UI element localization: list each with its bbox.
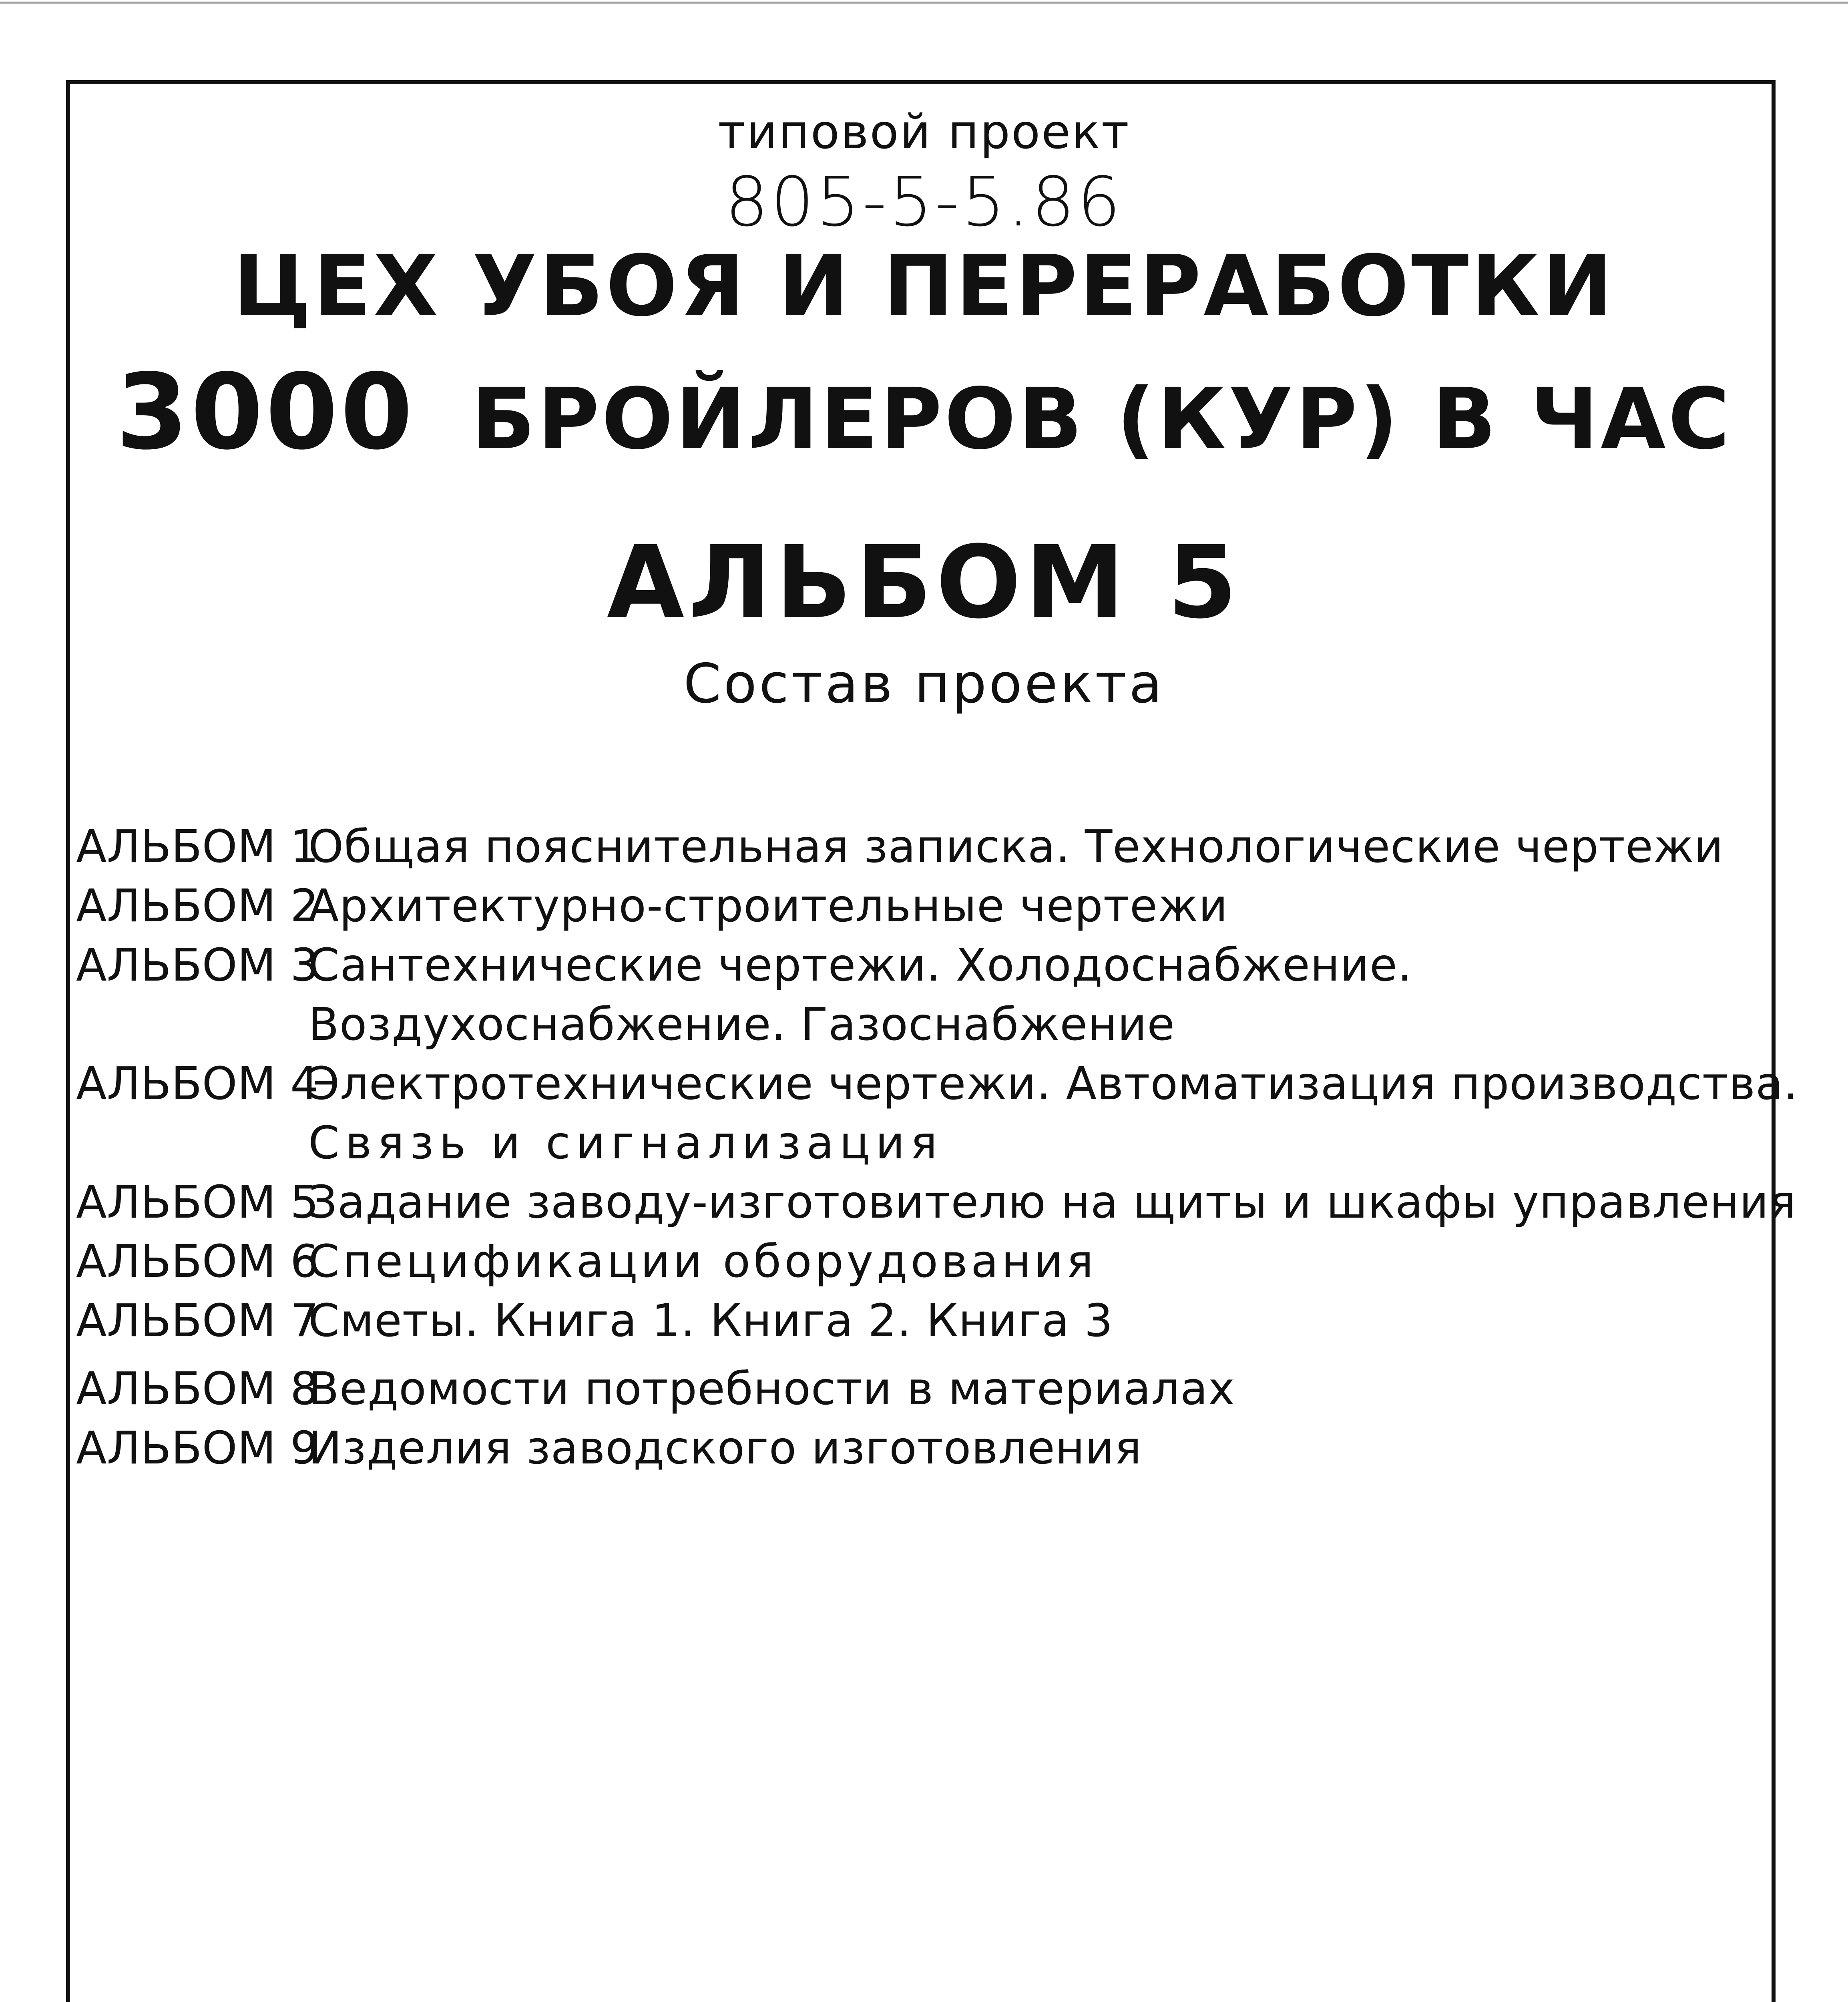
scan-edge-top <box>0 2 1848 4</box>
album-description: Сметы. Книга 1. Книга 2. Книга 3 <box>308 1295 1113 1347</box>
album-row <box>76 1295 1774 1354</box>
title-number: 3000 <box>116 352 415 473</box>
album-label: АЛЬБОМ 3 <box>76 939 319 991</box>
album-description: Общая пояснительная записка. Технологические чертежи <box>308 821 1724 873</box>
album-description: Сантехнические чертежи. Холодоснабжение. <box>308 939 1412 991</box>
album-row <box>76 1176 1796 1236</box>
album-description: Ведомости потребности в материалах <box>308 1363 1235 1415</box>
album-row <box>76 821 1774 880</box>
document-subtitle: Состав проекта <box>683 652 1165 715</box>
album-list <box>76 821 1798 1481</box>
album-label: АЛЬБОМ 9 <box>76 1422 319 1474</box>
album-label: АЛЬБОМ 4 <box>76 1058 319 1110</box>
album-description: Архитектурно-строительные чертежи <box>308 880 1228 932</box>
album-label: АЛЬБОМ 7 <box>76 1295 319 1347</box>
project-number: 805-5-5.86 <box>725 163 1123 242</box>
album-row-continuation <box>76 999 1774 1058</box>
album-row <box>76 880 1774 939</box>
album-label: АЛЬБОМ 5 <box>76 1176 319 1228</box>
album-title: АЛЬБОМ 5 <box>607 524 1241 641</box>
album-description: Электротехнические чертежи. Автоматизация производства. <box>308 1058 1798 1110</box>
album-row <box>76 1236 1774 1295</box>
album-description: Спецификации оборудования <box>308 1236 1097 1288</box>
album-label: АЛЬБОМ 2 <box>76 880 319 932</box>
album-label: АЛЬБОМ 8 <box>76 1363 319 1415</box>
album-description: Задание заводу-изготовителю на щиты и шкафы управления <box>308 1176 1796 1228</box>
album-row <box>76 1058 1798 1117</box>
album-description: Связь и сигнализация <box>308 1117 943 1169</box>
album-row <box>76 1422 1774 1481</box>
album-row-continuation <box>76 1117 1774 1176</box>
album-label: АЛЬБОМ 6 <box>76 1236 319 1288</box>
album-label: АЛЬБОМ 1 <box>76 821 319 873</box>
album-row <box>76 1363 1774 1422</box>
title-line-1: ЦЕХ УБОЯ И ПЕРЕРАБОТКИ <box>233 237 1615 335</box>
album-description: Воздухоснабжение. Газоснабжение <box>308 999 1175 1051</box>
title-line-2-text: БРОЙЛЕРОВ (КУР) В ЧАС <box>471 370 1732 468</box>
album-row <box>76 939 1774 999</box>
title-line-2 <box>0 352 1848 473</box>
project-type-label: типовой проект <box>718 104 1130 159</box>
album-description: Изделия заводского изготовления <box>308 1422 1142 1474</box>
